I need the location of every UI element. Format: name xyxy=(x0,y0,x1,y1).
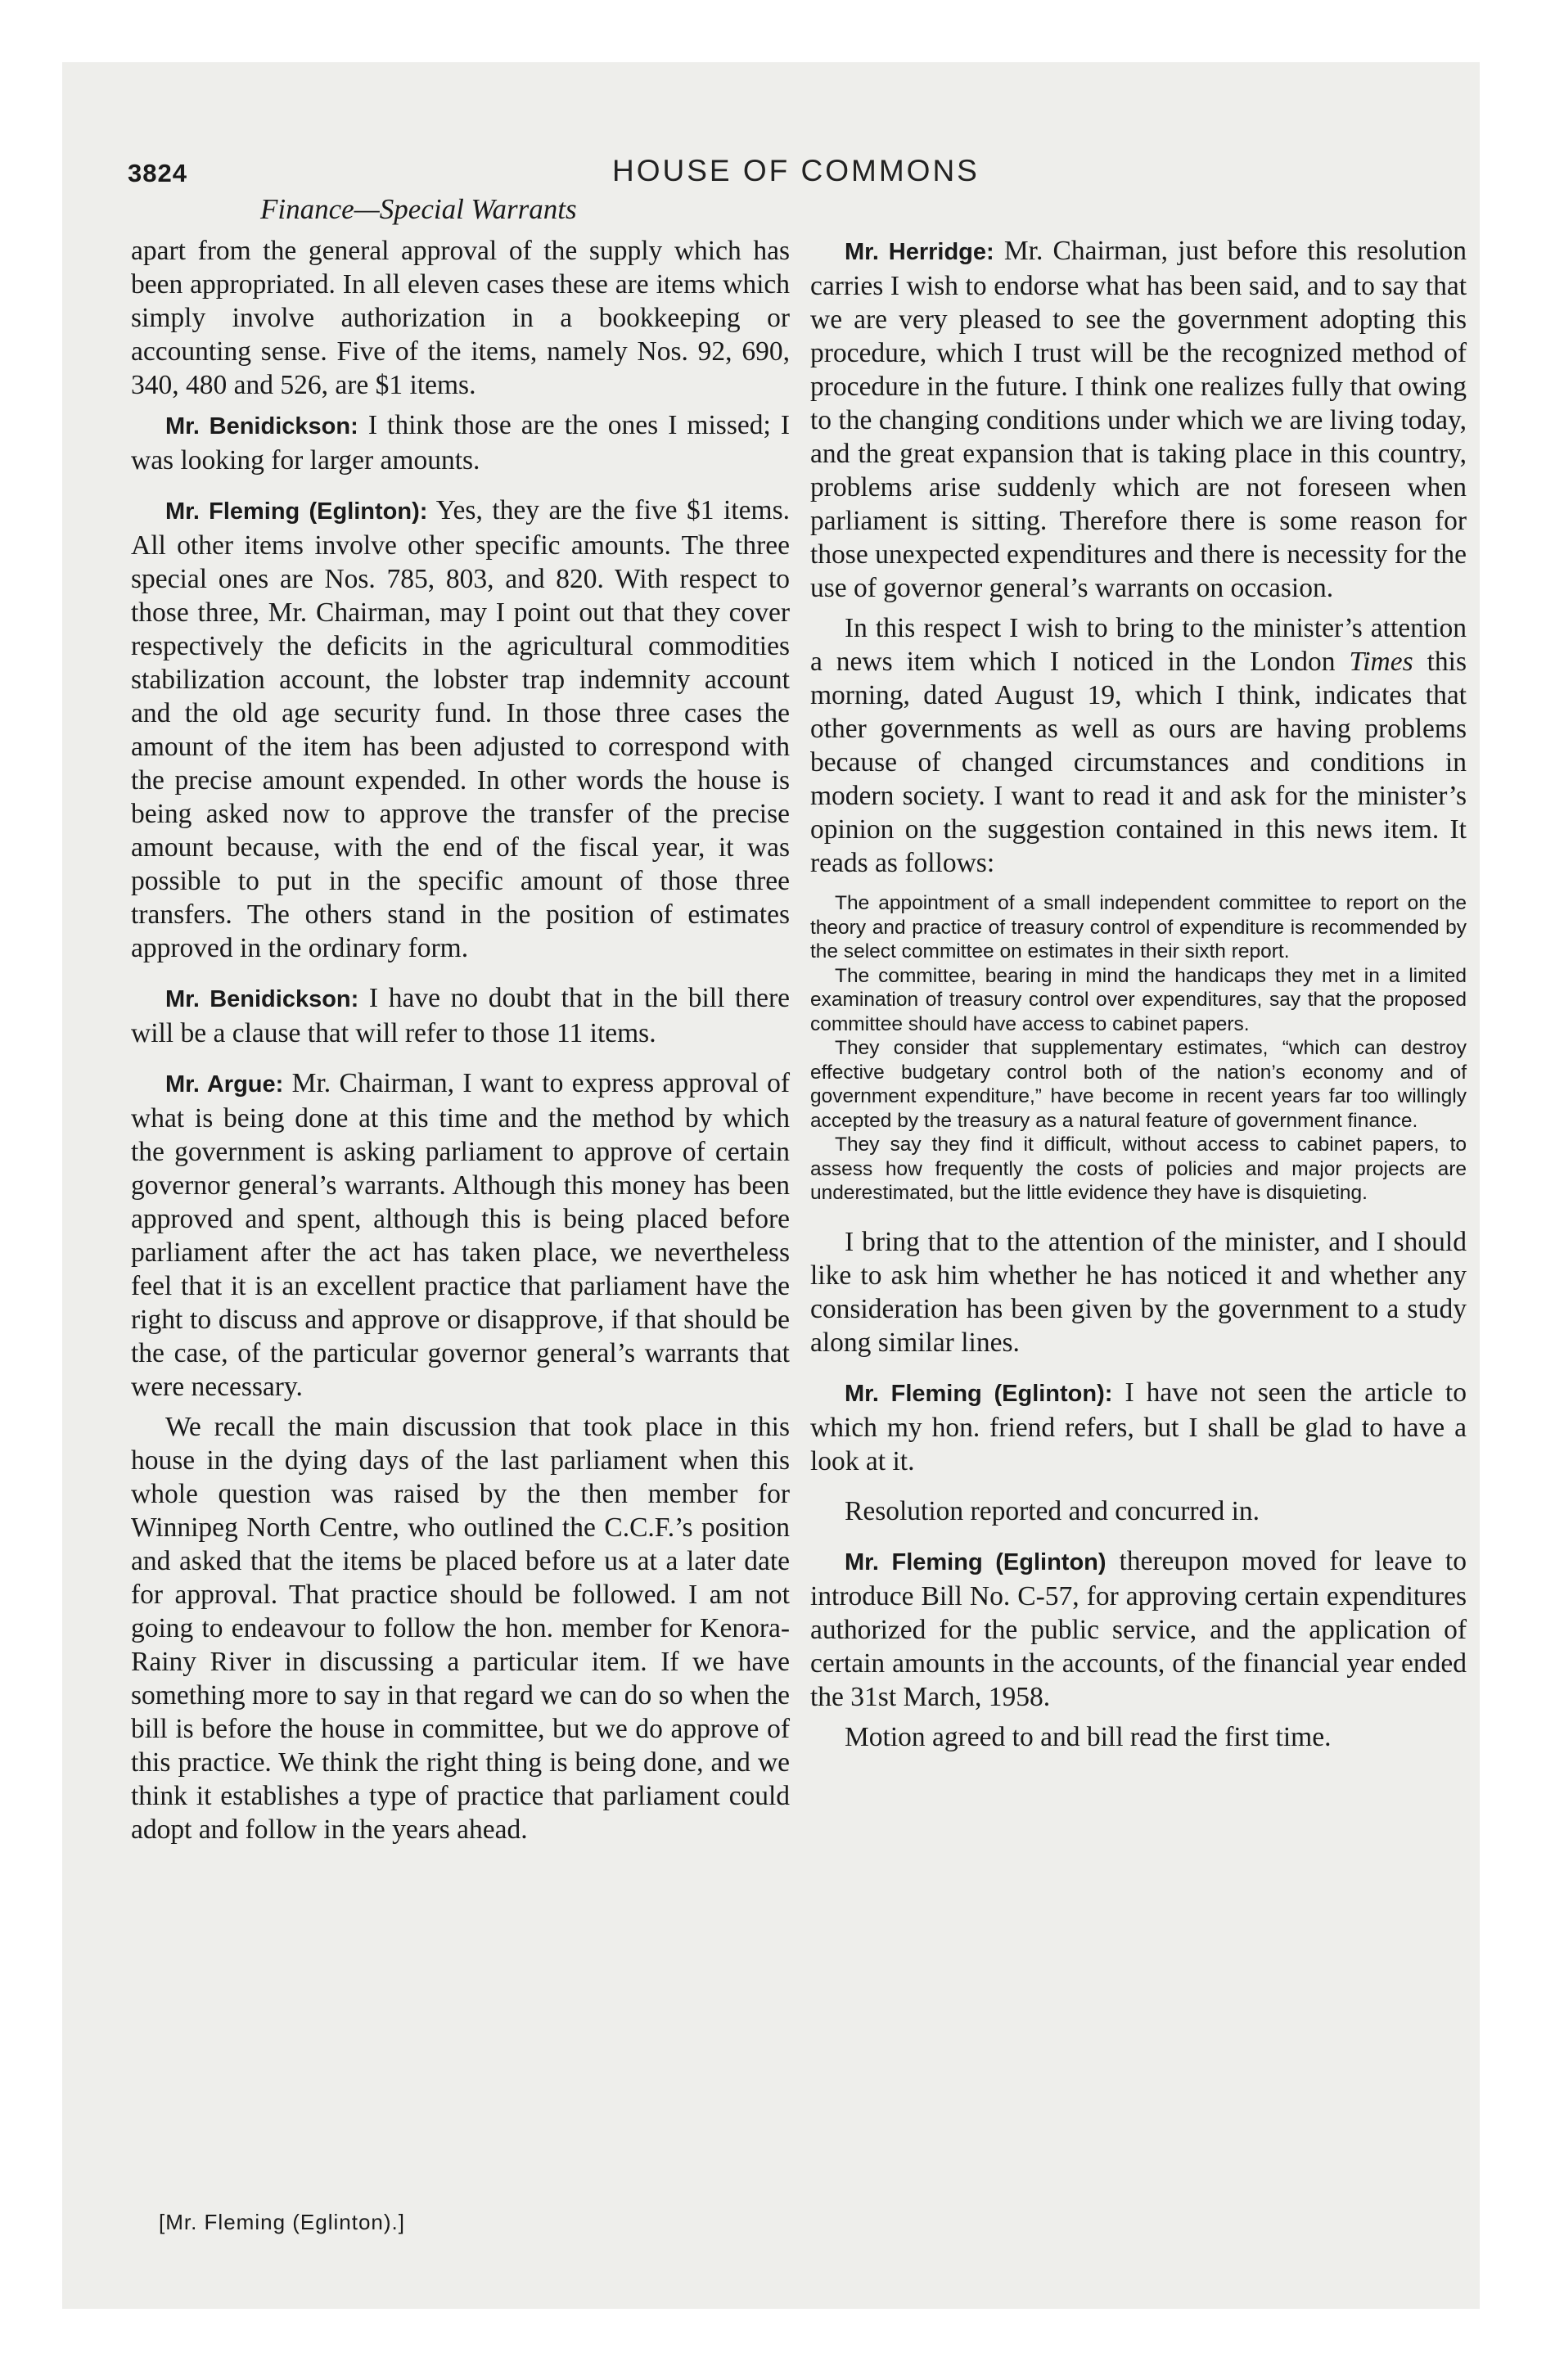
quoted-news-item xyxy=(810,891,1467,1206)
quote-paragraph: They say they find it difficult, without access to cabinet papers, to assess how frequently the costs of policies and major projects are underestimated, but the little evidence they have is disquieting. xyxy=(810,1134,1467,1204)
newspaper-title: Times xyxy=(1349,647,1413,677)
speech-text: this morning, dated August 19, which I think, indicates that other governments as well as ours are having problems because of changed circumstances and conditions in modern society. I want to read it and ask for the minister’s opinion on the suggestion contained in this news item. It reads as follows: xyxy=(810,647,1467,878)
right-column xyxy=(810,234,1467,1770)
left-column xyxy=(131,234,790,1863)
speaker-name: Mr. Benidickson: xyxy=(165,986,359,1012)
speech-text: Mr. Chairman, just before this resolution carries I wish to endorse what has been said, and to say that we are very pleased to see the government adopting this procedure, which I trust will be the recognized method of procedure in the future. I think one realizes fully that owing to the changing conditions under which we are living today, and the great expansion that is taking place in this country, problems arise suddenly which are not foreseen when parliament is sitting. Therefore there is some reason for those unexpected expenditures and there is necessity for the use of governor general’s warrants on occasion. xyxy=(810,236,1467,603)
speech-text: Yes, they are the five $1 items. All other items involve other specific amounts. The three special ones are Nos. 785, 803, and 820. With respect to those three, Mr. Chairman, may I point out that they cover respectively the deficits in the agricultural commodities stabilization account, the lobster trap indemnity account and the old age security fund. In those three cases the amount of the item has been adjusted to correspond with the precise amount expended. In other words the house is being asked now to approve the transfer of the precise amount because, with the end of the fiscal year, it was possible to put in the specific amount of those three transfers. The others stand in the position of estimates approved in the ordinary form. xyxy=(131,495,790,963)
speaker-name: Mr. Benidickson: xyxy=(165,413,358,439)
speaker-name: Mr. Herridge: xyxy=(845,239,994,265)
page-number: 3824 xyxy=(128,159,187,187)
speech-text: I have not seen the article to which my hon. friend refers, but I shall be glad to have a look at it. xyxy=(810,1377,1467,1476)
speaker-name: Mr. Argue: xyxy=(165,1071,284,1098)
speech-text: thereupon moved for leave to introduce Bill No. C-57, for approving certain expenditures authorized for the public service, and the application of certain amounts in the accounts, of the financial year ended the 31st March, 1958. xyxy=(810,1545,1467,1712)
speech-text: I have no doubt that in the bill there will be a clause that will refer to those 11 items. xyxy=(131,983,790,1048)
paragraph xyxy=(810,1544,1467,1714)
quote-paragraph: They consider that supplementary estimates, “which can destroy effective budgetary control both of the nation’s economy and of government expenditure,” have become in recent years far too willingly accepted by the treasury as a natural feature of government finance. xyxy=(810,1037,1467,1132)
speaker-name: Mr. Fleming (Eglinton): xyxy=(165,498,428,525)
section-heading: Finance—Special Warrants xyxy=(260,193,577,225)
quote-paragraph: The appointment of a small independent committee to report on the theory and practice of treasury control of expenditure is recommended by the select committee on estimates in their sixth report. xyxy=(810,892,1467,962)
paragraph xyxy=(810,1376,1467,1478)
paragraph xyxy=(131,1066,790,1404)
speech-text: In this respect I wish to bring to the minister’s attention a news item which I noticed in the London xyxy=(810,613,1467,677)
paragraph: Motion agreed to and bill read the first time. xyxy=(845,1721,1332,1752)
speaker-name: Mr. Fleming (Eglinton) xyxy=(845,1548,1107,1575)
paragraph xyxy=(131,981,790,1050)
paragraph: I bring that to the attention of the minister, and I should like to ask him whether he has noticed it and whether any consideration has been given by the government to a study along similar lines. xyxy=(810,1226,1467,1358)
paragraph xyxy=(131,408,790,477)
paragraph xyxy=(810,611,1467,880)
speaker-attribution: [Mr. Fleming (Eglinton).] xyxy=(159,2210,405,2234)
speech-text: Mr. Chairman, I want to express approval of what is being done at this time and the method by which the government is asking parliament to approve of certain governor general’s warrants. Although this money has been approved and spent, although this is being placed before parliament after the act has taken place, we nevertheless feel that it is an excellent practice that parliament have the right to discuss and approve or disapprove, if that should be the case, of the particular governor general’s warrants that were necessary. xyxy=(131,1068,790,1402)
paragraph xyxy=(810,234,1467,605)
paragraph: apart from the general approval of the supply which has been appropriated. In all eleven cases these are items which simply involve authorization in a bookkeeping or accounting sense. Five of the items, namely Nos. 92, 690, 340, 480 and 526, are $1 items. xyxy=(131,236,790,400)
paragraph: Resolution reported and concurred in. xyxy=(845,1495,1260,1526)
quote-paragraph: The committee, bearing in mind the handicaps they met in a limited examination of treasury control over expenditures, say that the proposed committee should have access to cabinet papers. xyxy=(810,964,1467,1035)
page-title: HOUSE OF COMMONS xyxy=(612,154,980,187)
speech-text: I think those are the ones I missed; I was looking for larger amounts. xyxy=(131,410,791,476)
speaker-name: Mr. Fleming (Eglinton): xyxy=(845,1380,1113,1407)
paragraph xyxy=(131,494,790,965)
paragraph: We recall the main discussion that took place in this house in the dying days of the last parliament when this whole question was raised by the then member for Winnipeg North Centre, who outlined the C.C.F.’s position and asked that the items be placed before us at a later date for approval. That practice should be followed. I am not going to endeavour to follow the hon. member for Kenora-Rainy River in discussing a particular item. If we have something more to say in that regard we can do so when the bill is before the house in committee, but we do approve of this practice. We think the right thing is being done, and we think it establishes a type of practice that parliament could adopt and follow in the years ahead. xyxy=(131,1412,790,1845)
